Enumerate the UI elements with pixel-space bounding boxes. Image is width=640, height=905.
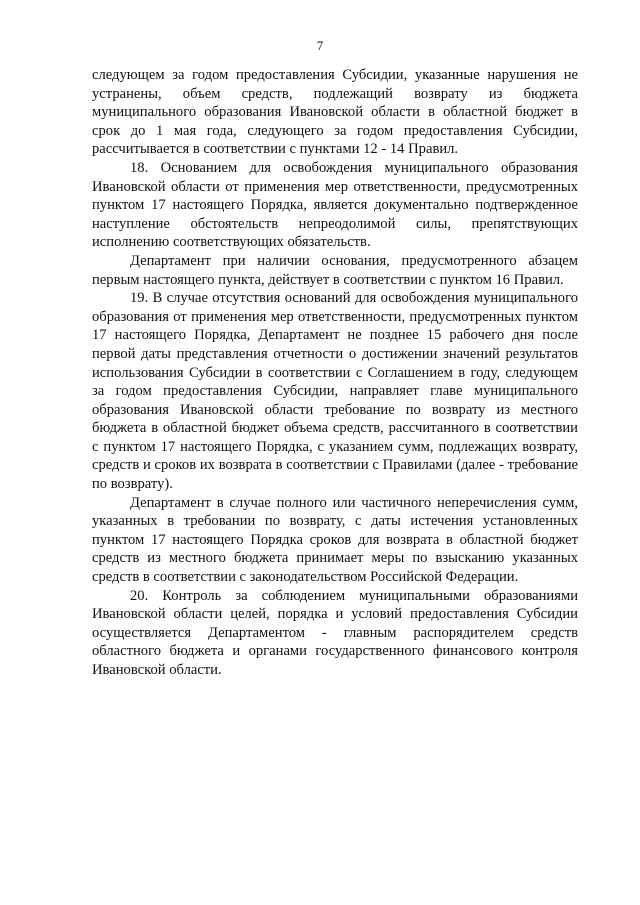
paragraph-item-18: 18. Основанием для освобождения муниципального образования Ивановской области от применения мер ответственности, предусмотренных пунктом 17 настоящего Порядка, является документально подтвержденное наступление обстоятельств непреодолимой силы, препятствующих исполнению соответствующих обязательств. <box>92 159 578 251</box>
paragraph-item-18-department: Департамент при наличии основания, предусмотренного абзацем первым настоящего пункта, действует в соответствии с пунктом 16 Правил. <box>92 252 578 288</box>
paragraph-item-20: 20. Контроль за соблюдением муниципальными образованиями Ивановской области целей, порядка и условий предоставления Субсидии осуществляется Департаментом - главным распорядителем средств областного бюджета и органами государственного финансового контроля Ивановской области. <box>92 587 578 678</box>
document-body <box>92 66 578 680</box>
paragraph-item-19: 19. В случае отсутствия оснований для освобождения муниципального образования от применения мер ответственности, предусмотренных пунктом 17 настоящего Порядка, Департамент не позднее 15 рабочего дня после первой даты представления отчетности о достижении значений результатов использования Субсидии в соответствии с Соглашением в году, следующем за годом предоставления Субсидии, направляет главе муниципального образования Ивановской области требование по возврату из местного бюджета в областной бюджет объема средств, рассчитанного в соответствии с пунктом 17 настоящего Порядка, с указанием сумм, подлежащих возврату, средств и сроков их возврата в соответствии с Правилами (далее - требование по возврату). <box>92 290 578 493</box>
paragraph-item-19-department: Департамент в случае полного или частичного неперечисления сумм, указанных в требовании по возврату, с даты истечения установленных пунктом 17 настоящего Порядка сроков для возврата в областной бюджет средств из местного бюджета принимает меры по взысканию указанных средств в соответствии с законодательством Российской Федерации. <box>92 494 578 586</box>
paragraph-continuation: следующем за годом предоставления Субсидии, указанные нарушения не устранены, объем средств, подлежащий возврату из бюджета муниципального образования Ивановской области в областной бюджет в срок до 1 мая года, следующего за годом предоставления Субсидии, рассчитывается в соответствии с пунктами 12 - 14 Правил. <box>92 67 578 158</box>
page-number: 7 <box>316 38 324 53</box>
